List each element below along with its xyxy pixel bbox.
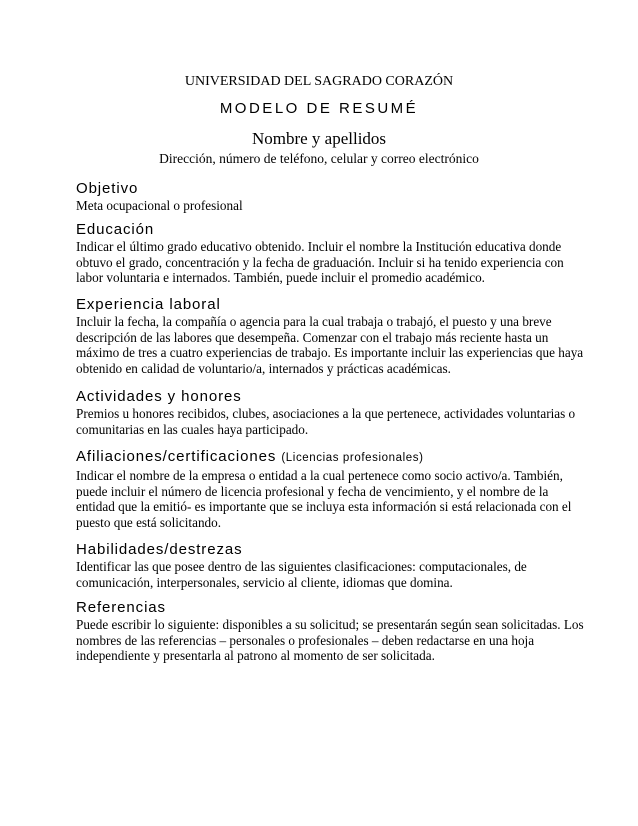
section-habilidades: [76, 541, 562, 590]
section-body: [76, 559, 562, 590]
body-line: comunitarias en las cuales haya participado.: [76, 421, 309, 437]
body-line: puede incluir el número de licencia profesional y fecha de vencimiento, y el nombre de la: [76, 483, 549, 499]
body-line: Identificar las que posee dentro de las siguientes clasificaciones: computacionales, de: [76, 559, 527, 574]
body-line: Meta ocupacional o profesional: [76, 198, 243, 213]
section-objetivo: [76, 180, 562, 214]
section-heading: Experiencia laboral: [76, 296, 221, 313]
body-line: máximo de tres a cuatro experiencias de trabajo. Es importante incluir las experiencias que haya: [76, 345, 584, 361]
section-heading: Educación: [76, 221, 155, 238]
section-heading: Objetivo: [76, 180, 139, 197]
body-line: independiente y presentarla al patrono al momento de ser solicitada.: [76, 648, 435, 664]
body-line: Indicar el último grado educativo obtenido. Incluir el nombre la Institución educativa donde: [76, 239, 562, 254]
body-line: obtenido en calidad de voluntario/a, internados y prácticas académicas.: [76, 361, 451, 377]
body-line: labor voluntaria e internados. También, puede incluir el promedio académico.: [76, 270, 485, 286]
section-body: [76, 468, 572, 531]
section-heading: Habilidades/destrezas: [76, 541, 243, 558]
body-line: comunicación, interpersonales, servicio al cliente, idiomas que domina.: [76, 574, 453, 590]
section-referencias: [76, 599, 584, 664]
section-actividades: [76, 388, 576, 437]
section-heading: Actividades y honores: [76, 388, 242, 405]
section-heading: [76, 448, 562, 467]
body-line: puesto que está solicitando.: [76, 515, 222, 531]
section-afiliaciones: [76, 448, 572, 531]
name-placeholder: Nombre y apellidos: [251, 129, 387, 148]
body-line: nombres de las referencias – personales o profesionales – deben redactarse en una hoja: [76, 632, 535, 648]
section-body: [76, 406, 576, 437]
section-body: [76, 314, 584, 377]
body-line: descripción de las labores que desempeña. Comenzar con el trabajo más reciente hasta un: [76, 329, 549, 345]
section-body: [76, 239, 562, 286]
body-line: Indicar el nombre de la empresa o entidad a la cual pertenece como socio activo/a. También,: [76, 468, 563, 483]
section-educacion: [76, 221, 562, 286]
body-line: obtuvo el grado, concentración y la fecha de graduación. Incluir si ha tenido experiencia con: [76, 254, 564, 270]
section-heading-sub: (Licencias profesionales): [281, 452, 424, 464]
contact-placeholder: Dirección, número de teléfono, celular y correo electrónico: [159, 151, 479, 166]
university-name: UNIVERSIDAD DEL SAGRADO CORAZÓN: [184, 74, 454, 89]
body-line: entidad que la emitió- es importante que se incluya esta información si está relacionada con el: [76, 499, 572, 515]
section-heading: Referencias: [76, 599, 166, 616]
section-body: [76, 617, 584, 664]
document-title: MODELO DE RESUMÉ: [219, 100, 419, 117]
body-line: Incluir la fecha, la compañía o agencia para la cual trabaja o trabajó, el puesto y una breve: [76, 314, 552, 329]
body-line: Puede escribir lo siguiente: disponibles a su solicitud; se presentarán según sean solicitadas. Los: [76, 617, 584, 632]
body-line: Premios u honores recibidos, clubes, asociaciones a la que pertenece, actividades voluntarias o: [76, 406, 576, 421]
section-body: [76, 198, 562, 214]
section-heading-main: Afiliaciones/certificaciones: [76, 448, 277, 465]
section-experiencia: [76, 296, 584, 377]
